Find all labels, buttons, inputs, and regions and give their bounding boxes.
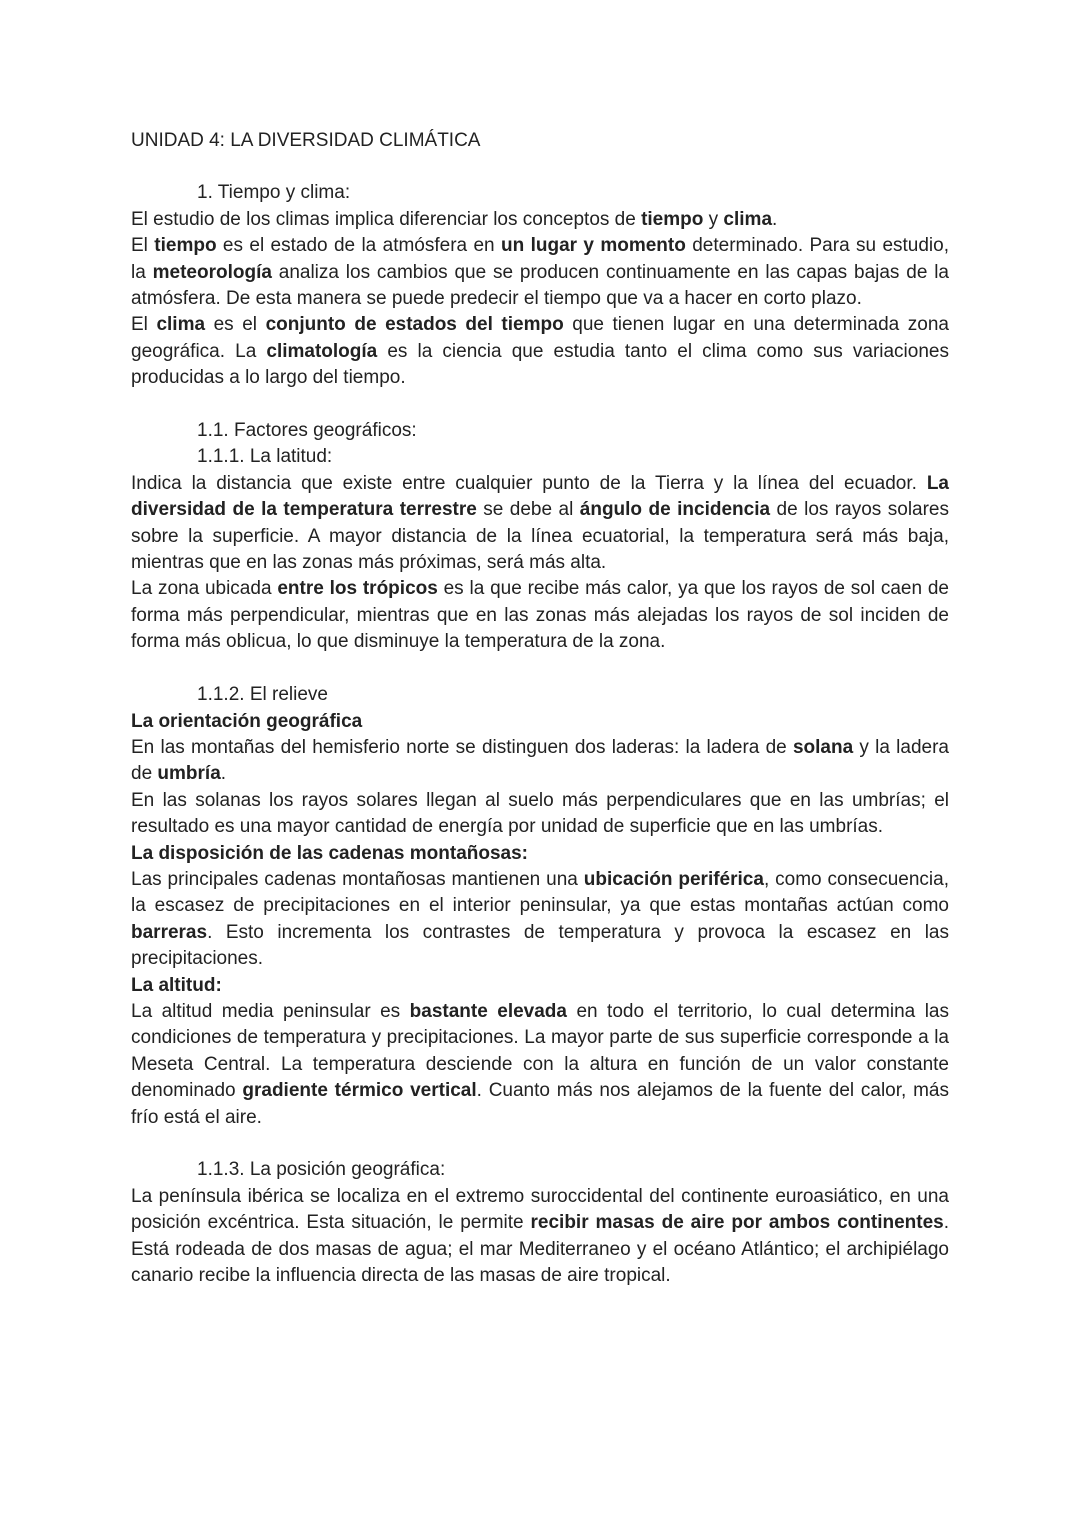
paragraph-latitud-2: La zona ubicada entre los trópicos es la que recibe más calor, ya que los rayos de sol caen de forma más perpendicular, mientras que en las zonas más alejadas los rayos de sol inciden de forma más oblicua, lo que disminuye la temperatura de la zona. <box>131 578 950 653</box>
paragraph-posicion: La península ibérica se localiza en el extremo suroccidental del continente euroasiático, en una posición excéntrica. Esta situación, le permite recibir masas de aire por ambos continentes. Está rodeada de dos masas de agua; el mar Mediterraneo y el océano Atlántico; el archipiélago canario recibe la influencia directa de las masas de aire tropical. <box>131 1185 949 1287</box>
section-heading-latitud: 1.1.1. La latitud: <box>197 446 333 468</box>
spacer <box>131 1131 949 1157</box>
spacer <box>131 656 949 682</box>
paragraph-disposicion: Las principales cadenas montañosas mantienen una ubicación periférica, como consecuencia, la escasez de precipitaciones en el interior peninsular, ya que estas montañas actúan como barreras. Esto incrementa los contrastes de temperatura y provoca la escasez en las precipitaciones. <box>131 868 949 970</box>
spacer <box>131 392 949 418</box>
paragraph-clima: El clima es el conjunto de estados del tiempo que tienen lugar en una determinada zona geográfica. La climatología es la ciencia que estudia tanto el clima como sus variaciones producidas a lo largo del tiempo. <box>131 314 949 389</box>
paragraph-orientacion-2: En las solanas los rayos solares llegan al suelo más perpendiculares que en las umbrías; el resultado es una mayor cantidad de energía por unidad de superficie que en las umbrías. <box>131 789 949 838</box>
paragraph-altitud: La altitud media peninsular es bastante elevada en todo el territorio, lo cual determina las condiciones de temperatura y precipitaciones. La mayor parte de sus superficie corresponde a la Meseta Central. La temperatura desciende con la altura en función de un valor constante denominado gradiente térmico vertical. Cuanto más nos alejamos de la fuente del calor, más frío está el aire. <box>131 1000 949 1128</box>
section-heading-posicion: 1.1.3. La posición geográfica: <box>197 1159 446 1181</box>
section-heading-factores-geograficos: 1.1. Factores geográficos: <box>197 420 417 442</box>
subheading-disposicion: La disposición de las cadenas montañosas: <box>131 842 529 864</box>
section-heading-relieve: 1.1.2. El relieve <box>197 684 328 706</box>
subheading-altitud: La altitud: <box>131 974 222 996</box>
paragraph-orientacion-1: En las montañas del hemisferio norte se distinguen dos laderas: la ladera de solana y la ladera de umbría. <box>131 736 949 785</box>
subheading-orientacion: La orientación geográfica <box>131 710 363 732</box>
paragraph-latitud-1: Indica la distancia que existe entre cualquier punto de la Tierra y la línea del ecuador. La diversidad de la temperatura terrestre se debe al ángulo de incidencia de los rayos solares sobre la superficie. A mayor distancia de la línea ecuatorial, la temperatura será más baja, mientras que en las zonas más próximas, será más alta. <box>131 472 950 574</box>
document-title: UNIDAD 4: LA DIVERSIDAD CLIMÁTICA <box>131 130 481 151</box>
paragraph-tiempo: El tiempo es el estado de la atmósfera en un lugar y momento determinado. Para su estudio, la meteorología analiza los cambios que se producen continuamente en las capas bajas de la atmósfera. De esta manera se puede predecir el tiempo que va a hacer en corto plazo. <box>131 235 950 310</box>
paragraph-intro: El estudio de los climas implica diferenciar los conceptos de tiempo y clima. <box>131 208 778 230</box>
section-heading-tiempo-y-clima: 1. Tiempo y clima: <box>197 182 351 204</box>
